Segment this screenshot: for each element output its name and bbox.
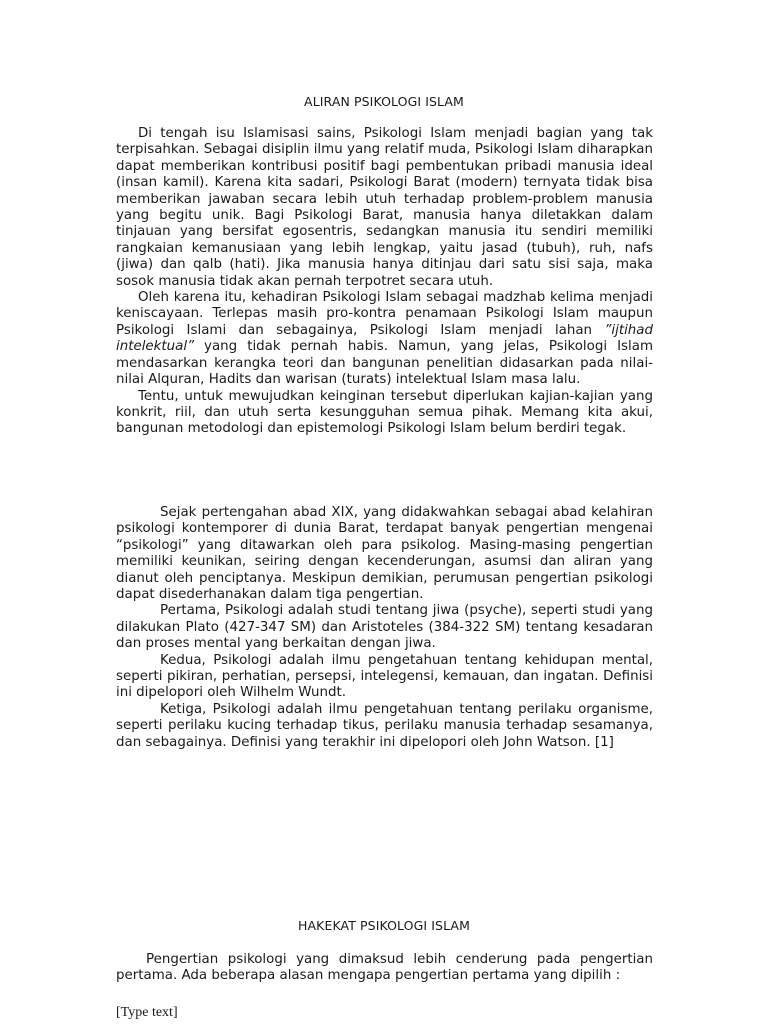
section-aliran-body bbox=[116, 126, 653, 438]
paragraph: Ketiga, Psikologi adalah ilmu pengetahuan tentang perilaku organisme, seperti perilaku kucing terhadap tikus, perilaku manusia terhadap sesamanya, dan sebagainya. Definisi yang terakhir ini dipelopori oleh John Watson. [1] bbox=[116, 701, 653, 750]
paragraph: Kedua, Psikologi adalah ilmu pengetahuan tentang kehidupan mental, seperti pikiran, perhatian, persepsi, intelegensi, kemauan, dan ingatan. Definisi ini dipelopori oleh Wilhelm Wundt. bbox=[116, 652, 653, 701]
section-title-aliran: ALIRAN PSIKOLOGI ISLAM bbox=[304, 94, 464, 109]
footer-placeholder-text: [Type text] bbox=[116, 1005, 178, 1020]
paragraph: Oleh karena itu, kehadiran Psikologi Islam sebagai madzhab kelima menjadi keniscayaan. Terlepas masih pro-kontra penamaan Psikologi Islam maupun Psikologi Islami dan sebagainya, Psikologi Islam menjadi lahan ”ijtihad intelektual” yang tidak pernah habis. Namun, yang jelas, Psikologi Islam mendasarkan kerangka teori dan bangunan penelitian didasarkan pada nilai-nilai Alquran, Hadits dan warisan (turats) intelektual Islam masa lalu. bbox=[116, 290, 653, 388]
paragraph: Tentu, untuk mewujudkan keinginan tersebut diperlukan kajian-kajian yang konkrit, riil, dan utuh serta kesungguhan semua pihak. Memang kita akui, bangunan metodologi dan epistemologi Psikologi Islam belum berdiri tegak. bbox=[116, 388, 653, 437]
section-pengertian-body bbox=[116, 505, 653, 751]
paragraph: Pertama, Psikologi adalah studi tentang jiwa (psyche), seperti studi yang dilakukan Plato (427-347 SM) dan Aristoteles (384-322 SM) tentang kesadaran dan proses mental yang berkaitan dengan jiwa. bbox=[116, 603, 653, 652]
paragraph: Pengertian psikologi yang dimaksud lebih cenderung pada pengertian pertama. Ada beberapa alasan mengapa pengertian pertama yang dipilih : bbox=[116, 952, 653, 984]
paragraph: Di tengah isu Islamisasi sains, Psikologi Islam menjadi bagian yang tak terpisahkan. Sebagai disiplin ilmu yang relatif muda, Psikologi Islam diharapkan dapat memberikan kontribusi positif bagi pembentukan pribadi manusia ideal (insan kamil). Karena kita sadari, Psikologi Barat (modern) ternyata tidak bisa memberikan jawaban secara lebih utuh terhadap problem-problem manusia yang begitu unik. Bagi Psikologi Barat, manusia hanya diletakkan dalam tinjauan yang bersifat egosentris, sedangkan manusia itu sendiri memiliki rangkaian kemanusiaan yang lebih lengkap, yaitu jasad (tubuh), ruh, nafs (jiwa) dan qalb (hati). Jika manusia hanya ditinjau dari satu sisi saja, maka sosok manusia tidak akan pernah terpotret secara utuh. bbox=[116, 126, 653, 289]
section-title-hakekat: HAKEKAT PSIKOLOGI ISLAM bbox=[298, 918, 470, 933]
section-hakekat-body bbox=[116, 952, 653, 985]
paragraph: Sejak pertengahan abad XIX, yang didakwahkan sebagai abad kelahiran psikologi kontemporer di dunia Barat, terdapat banyak pengertian mengenai “psikologi” yang ditawarkan oleh para psikolog. Masing-masing pengertian memiliki keunikan, seiring dengan kecenderungan, asumsi dan aliran yang dianut oleh penciptanya. Meskipun demikian, perumusan pengertian psikologi dapat disederhanakan dalam tiga pengertian. bbox=[116, 505, 653, 603]
italic-phrase: ”ijtihad intelektual” bbox=[116, 322, 653, 355]
